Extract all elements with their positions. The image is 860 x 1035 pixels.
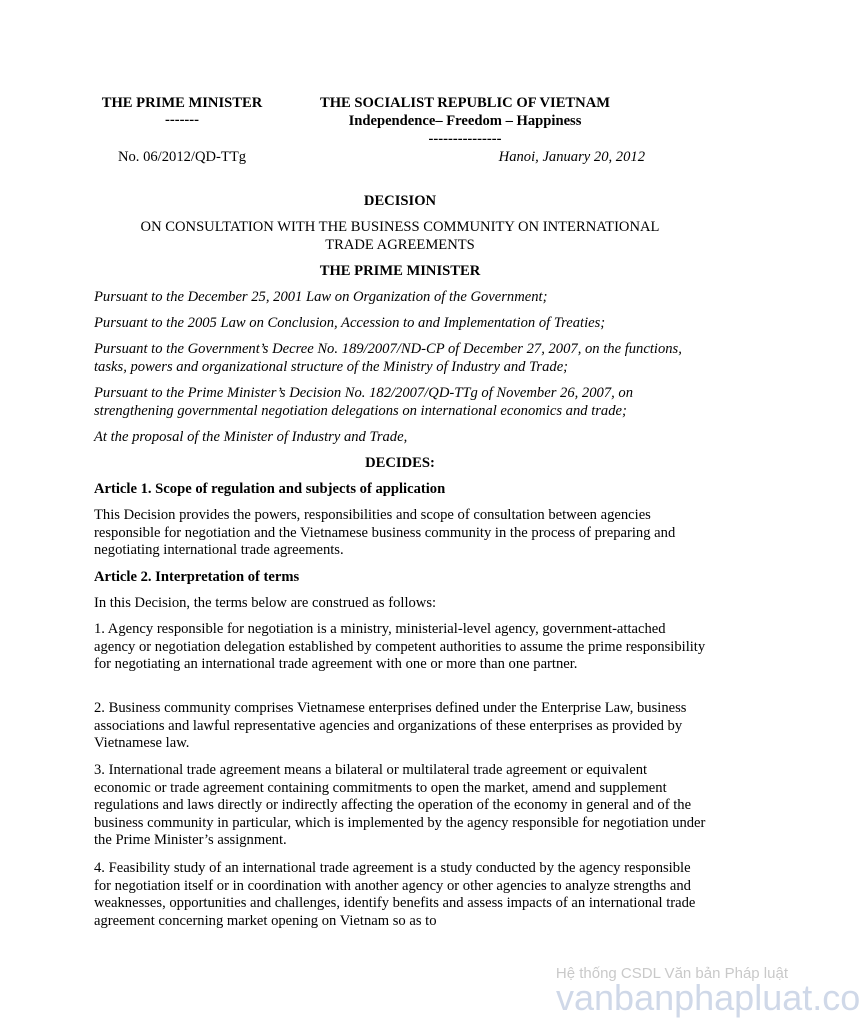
article-2-item-4: 4. Feasibility study of an international trade agreement is a study conducted by the agency responsible for negotiation itself or in coordination with another agency or other agencies to analyze strengths and weaknesses, opportunities and challenges, identify benefits and assess impacts of an international trade agreement concerning market opening on Vietnam so as to xyxy=(94,860,696,929)
article-2-item-2: 2. Business community comprises Vietnamese enterprises defined under the Enterprise Law, business associations and lawful representative agencies and organizations of these enterprises as provided by Vietnamese law. xyxy=(94,700,687,751)
watermark-caption: Hệ thống CSDL Văn bản Pháp luật xyxy=(555,965,788,982)
article-2-heading: Article 2. Interpretation of terms xyxy=(94,569,300,585)
country-name: THE SOCIALIST REPUBLIC OF VIETNAM xyxy=(319,95,611,111)
article-1-heading: Article 1. Scope of regulation and subjects of application xyxy=(94,481,446,497)
preamble-1: Pursuant to the December 25, 2001 Law on Organization of the Government; xyxy=(94,289,548,305)
document-subject xyxy=(94,219,706,254)
article-1-text: This Decision provides the powers, responsibilities and scope of consultation between agencies responsible for negotiation and the Vietnamese business community in the process of preparing and negotiating international trade agreements. xyxy=(94,507,676,558)
article-2-intro: In this Decision, the terms below are construed as follows: xyxy=(94,595,437,611)
national-motto: Independence– Freedom – Happiness xyxy=(348,113,582,129)
preamble-5: At the proposal of the Minister of Industry and Trade, xyxy=(94,429,408,445)
article-2-item-1: 1. Agency responsible for negotiation is a ministry, ministerial-level agency, government-attached agency or negotiation delegation established by competent authorities to assume the prime responsibility for negotiating an international trade agreement with one or more than one partner. xyxy=(94,621,706,672)
subject-line-1: ON CONSULTATION WITH THE BUSINESS COMMUNITY ON INTERNATIONAL xyxy=(140,219,660,235)
motto-rule: --------------- xyxy=(428,131,502,147)
preamble-2: Pursuant to the 2005 Law on Conclusion, Accession to and Implementation of Treaties; xyxy=(94,315,606,331)
issuing-authority: THE PRIME MINISTER xyxy=(319,263,481,279)
document-type: DECISION xyxy=(363,193,437,209)
decides-heading: DECIDES: xyxy=(365,455,435,471)
preamble-4: Pursuant to the Prime Minister’s Decision No. 182/2007/QD-TTg of November 26, 2007, on strengthening governmental negotiation delegations on international economics and trade; xyxy=(94,385,634,419)
document-number: No. 06/2012/QD-TTg xyxy=(117,149,247,165)
watermark-site: vanbanphapluat.co xyxy=(556,977,860,1018)
article-2-item-3: 3. International trade agreement means a bilateral or multilateral trade agreement or equivalent economic or trade agreement containing commitments to open the market, amend and supplement regulations and laws directly or indirectly affecting the operation of the economy in general and of the business community in particular, which is implemented by the agency responsible for negotiation under the Prime Minister’s assignment. xyxy=(94,762,706,848)
preamble-3: Pursuant to the Government’s Decree No. 189/2007/ND-CP of December 27, 2007, on the functions, tasks, powers and organizational structure of the Ministry of Industry and Trade; xyxy=(94,341,682,375)
place-date: Hanoi, January 20, 2012 xyxy=(498,149,645,165)
subject-line-2: TRADE AGREEMENTS xyxy=(325,236,475,253)
issuer-rule: ------- xyxy=(164,112,200,128)
issuer-name: THE PRIME MINISTER xyxy=(101,95,263,111)
